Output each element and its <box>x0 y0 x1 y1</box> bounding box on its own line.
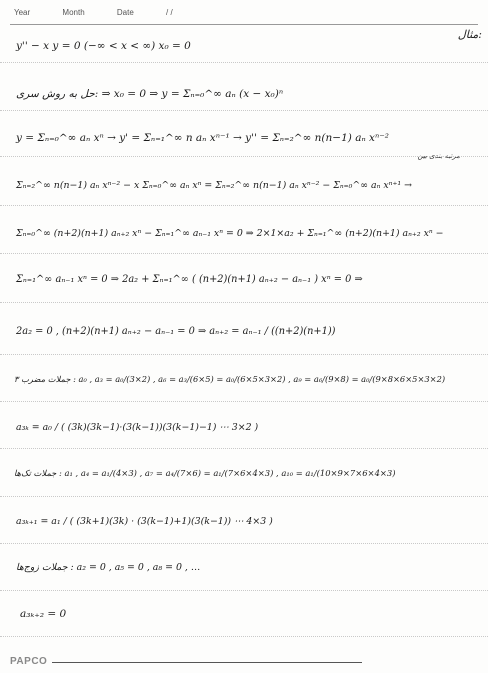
ruled-line <box>0 448 488 449</box>
equation-line-7: 2a₂ = 0 , (n+2)(n+1) aₙ₊₂ − aₙ₋₁ = 0 ⇒ aₙ₊₂ = aₙ₋₁ / ((n+2)(n+1)) <box>16 326 336 337</box>
equation-line-13: a₃ₖ₊₂ = 0 <box>20 608 67 620</box>
date-value: / / <box>166 8 173 17</box>
equation-line-12: جملات زوج‌ها : a₂ = 0 , a₅ = 0 , a₈ = 0 , … <box>16 562 201 573</box>
ruled-line <box>0 401 488 402</box>
equation-line-10: جملات تک‌ها : a₁ , a₄ = a₁/(4×3) , a₇ = a₄/(7×6) = a₁/(7×6×4×3) , a₁₀ = a₁/(10×9×7×6×4×3) <box>14 468 396 478</box>
example-label: مثال: <box>457 28 482 41</box>
ruled-line <box>0 636 488 637</box>
footer-rule <box>52 662 362 663</box>
ruled-line <box>0 354 488 355</box>
equation-line-6: Σₙ₌₁^∞ aₙ₋₁ xⁿ = 0 ⇒ 2a₂ + Σₙ₌₁^∞ ( (n+2)(n+1) aₙ₊₂ − aₙ₋₁ ) xⁿ = 0 ⇒ <box>16 274 363 285</box>
ruled-line <box>0 496 488 497</box>
page-header <box>14 8 203 17</box>
ruled-line <box>0 590 488 591</box>
header-rule <box>10 24 478 25</box>
ruled-line <box>0 543 488 544</box>
ruled-line <box>0 302 488 303</box>
ruled-line <box>0 156 488 157</box>
date-label: Date <box>116 8 134 17</box>
ruled-line <box>0 205 488 206</box>
equation-line-4: Σₙ₌₂^∞ n(n−1) aₙ xⁿ⁻² − x Σₙ₌₀^∞ aₙ xⁿ = Σₙ₌₂^∞ n(n−1) aₙ xⁿ⁻² − Σₙ₌₀^∞ aₙ xⁿ⁺¹ → <box>16 180 412 191</box>
equation-line-8: جملات مضرب ۳ : a₀ , a₃ = a₀/(3×2) , a₆ = a₃/(6×5) = a₀/(6×5×3×2) , a₉ = a₆/(9×8) = a₀/(9×8×6×5×3×2) <box>14 374 446 384</box>
equation-line-1: y'' − x y = 0 (−∞ < x < ∞) x₀ = 0 <box>16 40 191 52</box>
month-label: Month <box>62 8 85 17</box>
year-label: Year <box>14 8 31 17</box>
equation-line-5: Σₙ₌₀^∞ (n+2)(n+1) aₙ₊₂ xⁿ − Σₙ₌₁^∞ aₙ₋₁ xⁿ = 0 ⇒ 2×1×a₂ + Σₙ₌₁^∞ (n+2)(n+1) aₙ₊₂ xⁿ − <box>16 228 444 239</box>
brand-logo: PAPCO <box>10 656 48 667</box>
margin-note: مرتبه بندی بین <box>417 152 460 160</box>
equation-line-2: حل به روش سری: ⇒ x₀ = 0 ⇒ y = Σₙ₌₀^∞ aₙ (x − x₀)ⁿ <box>16 88 284 100</box>
ruled-line <box>0 253 488 254</box>
equation-line-9: a₃ₖ = a₀ / ( (3k)(3k−1)·(3(k−1))(3(k−1)−1) ⋯ 3×2 ) <box>16 422 259 433</box>
equation-line-3: y = Σₙ₌₀^∞ aₙ xⁿ → y' = Σₙ₌₁^∞ n aₙ xⁿ⁻¹ → y'' = Σₙ₌₂^∞ n(n−1) aₙ xⁿ⁻² <box>16 132 389 144</box>
equation-line-11: a₃ₖ₊₁ = a₁ / ( (3k+1)(3k) · (3(k−1)+1)(3(k−1)) ⋯ 4×3 ) <box>16 516 273 527</box>
ruled-line <box>0 110 488 111</box>
ruled-line <box>0 62 488 63</box>
